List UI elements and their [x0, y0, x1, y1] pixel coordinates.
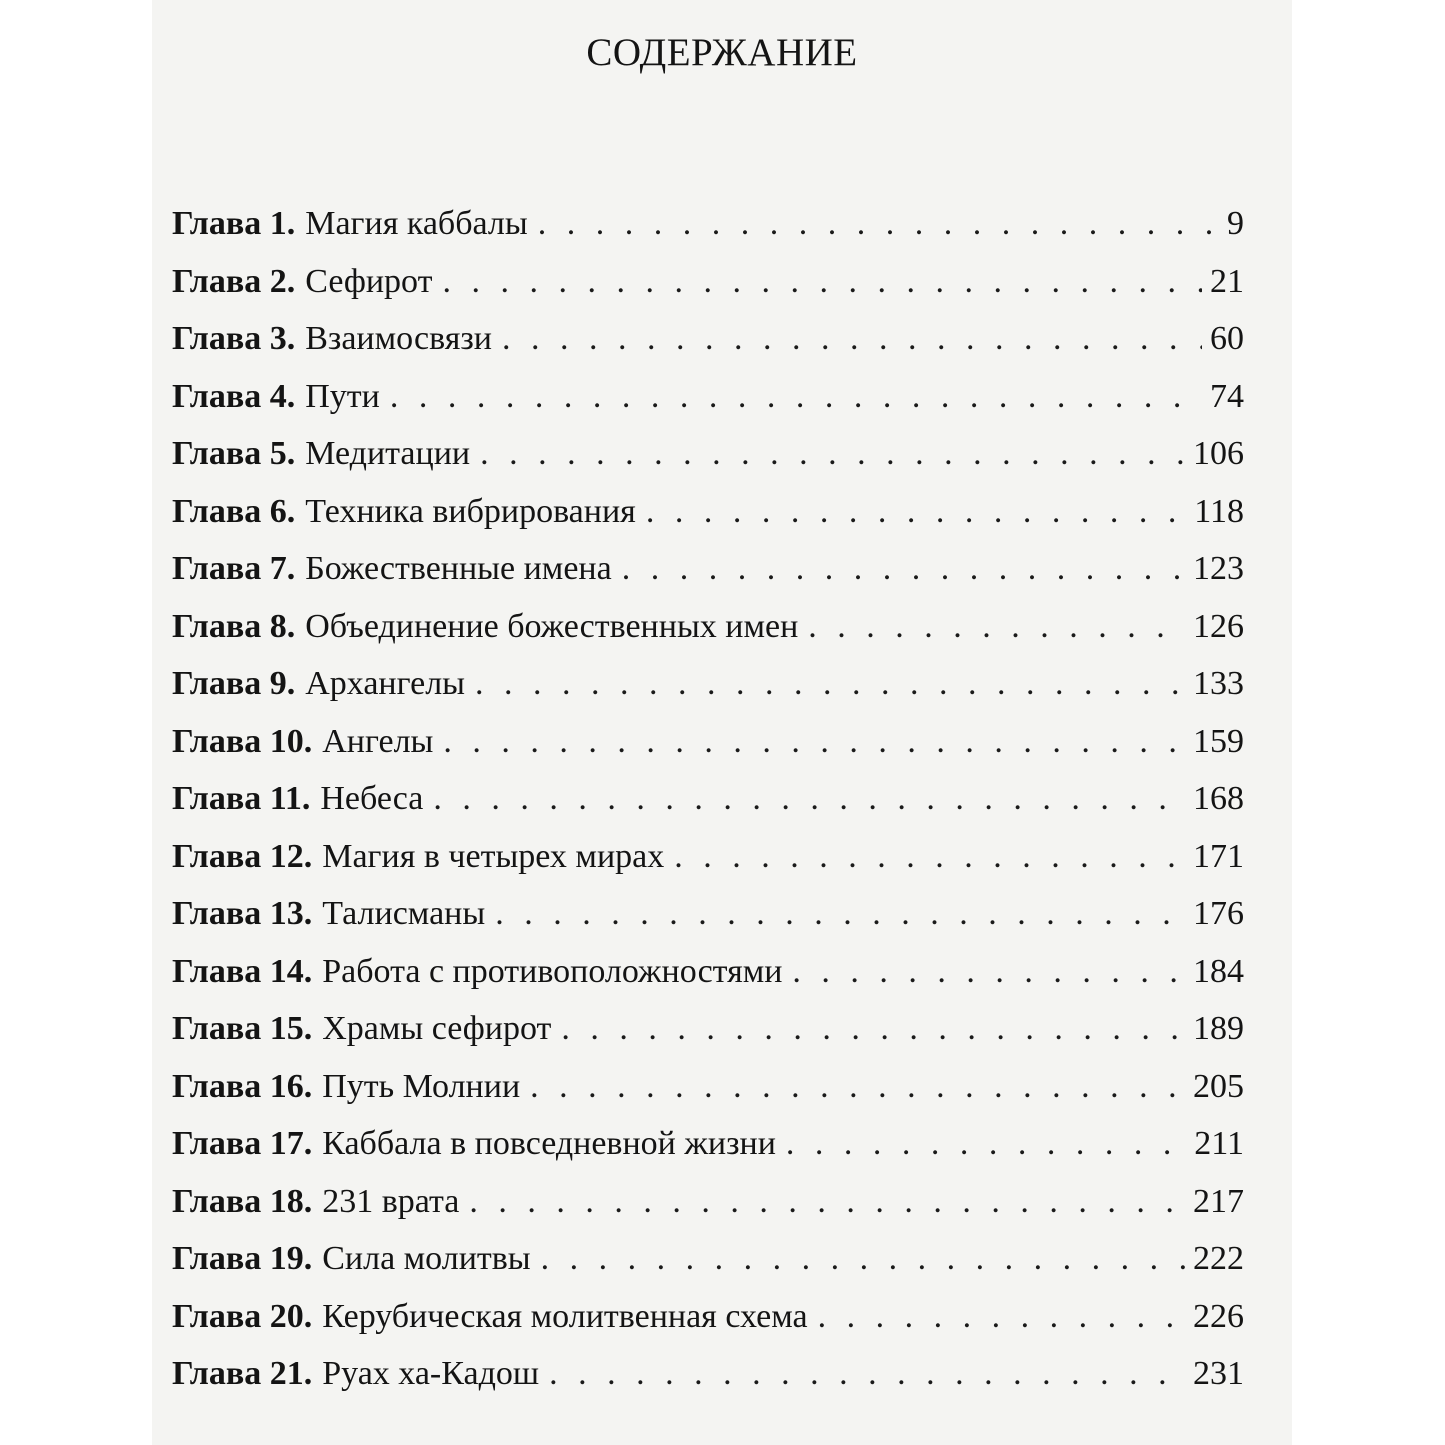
- page-number: 168: [1193, 780, 1244, 817]
- page-number: 74: [1210, 377, 1244, 415]
- page-number: 123: [1193, 550, 1244, 587]
- chapter-title: Сила молитвы: [322, 1240, 531, 1277]
- page-number: 118: [1194, 492, 1244, 530]
- page-title: СОДЕРЖАНИЕ: [586, 31, 858, 74]
- dot-leader: [390, 378, 1202, 416]
- toc-entry: [172, 550, 1244, 608]
- chapter-label: Глава 5.: [172, 435, 296, 472]
- chapter-label: Глава 20.: [172, 1297, 313, 1335]
- page-number: 211: [1194, 1125, 1244, 1162]
- chapter-label: Глава 15.: [172, 1010, 313, 1047]
- dot-leader: [808, 608, 1185, 646]
- chapter-title: Техника вибрирования: [305, 492, 636, 530]
- page-number: 171: [1193, 837, 1244, 875]
- chapter-label: Глава 4.: [172, 377, 296, 415]
- dot-leader: [792, 953, 1185, 991]
- chapter-label: Глава 10.: [172, 722, 313, 760]
- toc-entry: [172, 205, 1244, 263]
- toc-entry: [172, 1355, 1244, 1413]
- chapter-title: Взаимосвязи: [305, 320, 492, 357]
- chapter-title: Объединение божественных имен: [305, 607, 799, 645]
- dot-leader: [442, 263, 1202, 301]
- chapter-label: Глава 12.: [172, 837, 313, 875]
- toc-entry: [172, 320, 1244, 378]
- toc-entry: [172, 435, 1244, 493]
- toc-entry: [172, 378, 1244, 436]
- dot-leader: [818, 1298, 1185, 1336]
- toc-entry: [172, 723, 1244, 781]
- page-number: 21: [1210, 262, 1244, 300]
- toc-entry: [172, 1125, 1244, 1183]
- chapter-label: Глава 18.: [172, 1182, 313, 1220]
- chapter-title: Сефирот: [305, 262, 433, 300]
- chapter-title: Каббала в повседневной жизни: [322, 1125, 776, 1162]
- chapter-label: Глава 2.: [172, 262, 296, 300]
- page-number: 133: [1193, 665, 1244, 702]
- page-number: 205: [1193, 1067, 1244, 1105]
- chapter-label: Глава 9.: [172, 665, 296, 702]
- page-number: 9: [1227, 205, 1244, 242]
- dot-leader: [549, 1355, 1185, 1393]
- toc-entry: [172, 1010, 1244, 1068]
- page-number: 189: [1193, 1010, 1244, 1047]
- chapter-label: Глава 11.: [172, 780, 311, 817]
- chapter-title: Божественные имена: [305, 550, 612, 587]
- chapter-label: Глава 19.: [172, 1240, 313, 1277]
- toc-entry: [172, 895, 1244, 953]
- chapter-label: Глава 16.: [172, 1067, 313, 1105]
- chapter-label: Глава 7.: [172, 550, 296, 587]
- page-number: 106: [1193, 435, 1244, 472]
- toc-entry: [172, 780, 1244, 838]
- chapter-title: Керубическая молитвенная схема: [322, 1297, 808, 1335]
- chapter-label: Глава 8.: [172, 607, 296, 645]
- chapter-label: Глава 21.: [172, 1355, 313, 1392]
- chapter-title: Талисманы: [322, 895, 486, 932]
- chapter-title: 231 врата: [322, 1182, 460, 1220]
- dot-leader: [674, 838, 1185, 876]
- toc-entry: [172, 1298, 1244, 1356]
- chapter-label: Глава 17.: [172, 1125, 313, 1162]
- chapter-label: Глава 14.: [172, 952, 313, 990]
- chapter-label: Глава 13.: [172, 895, 313, 932]
- chapter-label: Глава 1.: [172, 205, 296, 242]
- chapter-label: Глава 6.: [172, 492, 296, 530]
- dot-leader: [541, 1240, 1185, 1278]
- chapter-title: Храмы сефирот: [322, 1010, 552, 1047]
- page-number: 126: [1193, 607, 1244, 645]
- table-of-contents: [172, 205, 1244, 1413]
- page-number: 184: [1193, 952, 1244, 990]
- dot-leader: [561, 1010, 1185, 1048]
- chapter-title: Магия в четырех мирах: [322, 837, 665, 875]
- chapter-title: Медитации: [305, 435, 471, 472]
- dot-leader: [622, 550, 1185, 588]
- dot-leader: [538, 205, 1219, 243]
- dot-leader: [433, 780, 1185, 818]
- page-number: 217: [1193, 1182, 1244, 1220]
- page-number: 222: [1193, 1240, 1244, 1277]
- chapter-title: Работа с противоположностями: [322, 952, 783, 990]
- dot-leader: [475, 665, 1185, 703]
- page-number: 159: [1193, 722, 1244, 760]
- dot-leader: [443, 723, 1185, 761]
- toc-entry: [172, 263, 1244, 321]
- toc-entry: [172, 665, 1244, 723]
- chapter-label: Глава 3.: [172, 320, 296, 357]
- chapter-title: Руах ха-Кадош: [322, 1355, 540, 1392]
- page-number: 231: [1193, 1355, 1244, 1392]
- toc-entry: [172, 1068, 1244, 1126]
- dot-leader: [495, 895, 1185, 933]
- page-number: 226: [1193, 1297, 1244, 1335]
- page-number: 176: [1193, 895, 1244, 932]
- toc-entry: [172, 953, 1244, 1011]
- toc-entry: [172, 838, 1244, 896]
- toc-entry: [172, 608, 1244, 666]
- chapter-title: Архангелы: [305, 665, 466, 702]
- chapter-title: Путь Молнии: [322, 1067, 521, 1105]
- chapter-title: Ангелы: [322, 722, 434, 760]
- dot-leader: [530, 1068, 1185, 1106]
- toc-entry: [172, 493, 1244, 551]
- chapter-title: Пути: [305, 377, 380, 415]
- dot-leader: [646, 493, 1186, 531]
- toc-entry: [172, 1240, 1244, 1298]
- chapter-title: Магия каббалы: [305, 205, 528, 242]
- chapter-title: Небеса: [320, 780, 424, 817]
- toc-entry: [172, 1183, 1244, 1241]
- dot-leader: [480, 435, 1185, 473]
- page-number: 60: [1210, 320, 1244, 357]
- dot-leader: [469, 1183, 1185, 1221]
- book-page: [152, 0, 1292, 1445]
- dot-leader: [786, 1125, 1186, 1163]
- dot-leader: [502, 320, 1202, 358]
